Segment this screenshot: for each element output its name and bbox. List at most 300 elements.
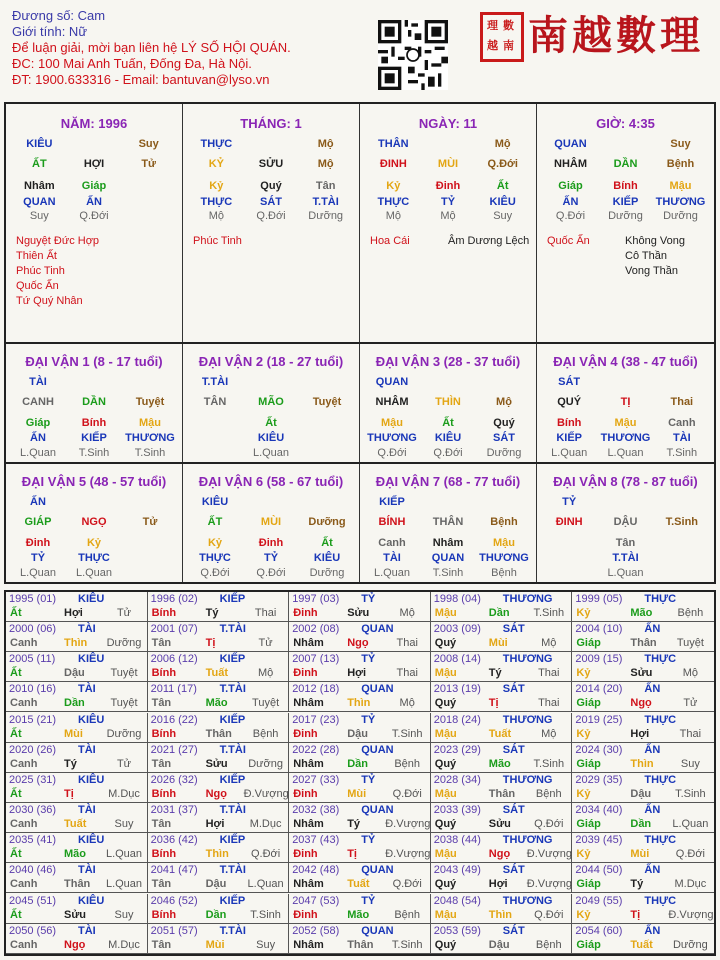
hidden-stage-row: [10, 567, 178, 579]
hidden-stage: L.Quan: [252, 447, 290, 459]
year-cell[interactable]: [6, 803, 148, 833]
year-cell[interactable]: [289, 592, 431, 622]
earthly-branch: MÙI: [437, 158, 459, 170]
year-cell[interactable]: [431, 833, 573, 863]
year-cell[interactable]: [431, 863, 573, 893]
hidden-god: KIÊU: [257, 432, 285, 444]
hidden-stem: Đinh: [435, 180, 461, 192]
year-cell[interactable]: [572, 622, 714, 652]
year-label: 2018 (24): [433, 713, 481, 726]
pillar-title: THÁNG: 1: [240, 116, 302, 131]
dai-van-title: ĐẠI VẬN 7 (68 - 77 tuổi): [375, 474, 521, 489]
pillar-cell: [360, 104, 537, 342]
branch-stage: T.Sinh: [665, 516, 699, 528]
pillar-god: QUAN: [554, 138, 587, 150]
year-cell[interactable]: [289, 924, 431, 954]
year-cell[interactable]: [148, 773, 290, 803]
year-label: 2050 (56): [9, 924, 57, 937]
year-god: KIẾP: [219, 593, 246, 605]
year-branch: Tị: [347, 848, 357, 861]
year-cell[interactable]: [289, 713, 431, 743]
hidden-stems-row: [366, 180, 530, 192]
year-god: THƯƠNG: [502, 773, 553, 786]
star-item: Cô Thần: [625, 250, 667, 262]
dai-van-god: KIÊU: [201, 496, 229, 508]
earthly-branch: THÌN: [435, 396, 461, 408]
year-cell[interactable]: [6, 833, 148, 863]
year-branch: Hợi: [205, 818, 225, 831]
year-stage: Suy: [256, 938, 276, 951]
year-cell[interactable]: [289, 743, 431, 773]
year-god: TỶ: [361, 713, 376, 726]
hidden-stems-row: [541, 417, 710, 429]
year-cell[interactable]: [572, 592, 714, 622]
hidden-gods-row: [189, 196, 353, 208]
year-cell[interactable]: [6, 622, 148, 652]
year-branch: Ngọ: [347, 637, 369, 650]
year-stem: Tân: [151, 938, 172, 951]
year-label: 1998 (04): [433, 593, 481, 605]
year-stem: Đinh: [293, 848, 318, 861]
dai-van-stem-branch: [187, 516, 355, 528]
year-cell[interactable]: [6, 652, 148, 682]
hidden-stem: Giáp: [25, 417, 51, 429]
spacer: [420, 496, 476, 508]
hidden-stage: Q.Đới: [377, 447, 407, 459]
year-branch: Mão: [64, 848, 86, 861]
year-cell[interactable]: [431, 924, 573, 954]
year-cell[interactable]: [6, 894, 148, 924]
year-cell[interactable]: [431, 803, 573, 833]
dai-van-stem-branch: [10, 396, 178, 408]
year-cell[interactable]: [6, 682, 148, 712]
year-stem: Ất: [10, 787, 22, 800]
year-cell[interactable]: [289, 803, 431, 833]
hidden-stage-row: [10, 447, 178, 459]
branch-stage: Bệnh: [666, 158, 695, 170]
year-branch: Mùi: [488, 637, 508, 650]
hidden-stage: Q.Đới: [433, 447, 463, 459]
year-god: TỶ: [361, 653, 376, 666]
year-god: TỶ: [361, 834, 376, 847]
year-stem: Quý: [434, 757, 457, 770]
hidden-god: THƯƠNG: [600, 432, 651, 444]
year-god: TỶ: [361, 894, 376, 907]
special-stars-left: [193, 234, 242, 249]
year-cell[interactable]: [431, 773, 573, 803]
year-cell[interactable]: [431, 894, 573, 924]
pillar-god: THÂN: [378, 138, 409, 150]
hidden-stem: [122, 537, 178, 549]
dai-van-stem-branch: [364, 516, 532, 528]
year-stem: Ất: [10, 848, 22, 861]
year-god: T.TÀI: [219, 743, 246, 756]
star-item: Không Vong: [625, 235, 685, 247]
year-branch: Mùi: [347, 787, 367, 800]
year-label: 2004 (10): [575, 623, 623, 636]
year-cell[interactable]: [572, 833, 714, 863]
year-cell[interactable]: [431, 743, 573, 773]
year-label: 2046 (52): [150, 894, 198, 907]
year-god: THỰC: [644, 834, 677, 847]
year-god: THƯƠNG: [502, 894, 553, 907]
hidden-god: T.TÀI: [612, 552, 639, 564]
year-stem: Quý: [434, 697, 457, 710]
hidden-stage: [121, 210, 176, 222]
hidden-god: [187, 432, 243, 444]
dai-van-cell[interactable]: [537, 464, 714, 582]
spacer: [122, 496, 178, 508]
year-stage: Mộ: [541, 727, 557, 740]
annual-luck-grid: [4, 590, 716, 956]
year-stage: M.Dục: [108, 787, 140, 800]
year-stem: Canh: [10, 938, 38, 951]
year-cell[interactable]: [148, 652, 290, 682]
year-cell[interactable]: [289, 894, 431, 924]
year-stage: Q.Đới: [250, 848, 281, 861]
year-cell[interactable]: [572, 924, 714, 954]
year-god: QUAN: [361, 864, 394, 877]
year-stage: Tử: [683, 697, 698, 710]
year-god: THỰC: [644, 653, 677, 666]
year-label: 2033 (39): [433, 804, 481, 817]
year-cell[interactable]: [431, 592, 573, 622]
pillar-stem-branch-row: [189, 158, 353, 170]
year-stage: Đ.Vượng: [526, 848, 572, 861]
year-branch: Tị: [205, 637, 216, 650]
year-stage: Q.Đới: [392, 787, 422, 800]
year-stage: T.Sinh: [250, 908, 281, 921]
hidden-god: [654, 552, 710, 564]
year-label: 2017 (23): [292, 713, 340, 726]
hidden-god: TÀI: [672, 432, 691, 444]
year-god: SÁT: [502, 924, 525, 937]
phone-email[interactable]: ĐT: 1900.633316 - Email: bantuvan@lyso.vn: [12, 72, 270, 87]
hidden-stems-row: [12, 180, 176, 192]
year-stem: Mậu: [434, 848, 457, 861]
branch-stage: Mộ: [317, 158, 334, 170]
hidden-god: TÀI: [383, 552, 401, 564]
hidden-stage: T.Sinh: [666, 447, 698, 459]
hidden-stem: Ất: [265, 417, 277, 429]
year-god: SÁT: [502, 623, 525, 636]
year-branch: Hợi: [64, 607, 83, 619]
year-label: 2022 (28): [292, 743, 340, 756]
year-label: 1999 (05): [575, 593, 623, 605]
year-label: 2051 (57): [150, 924, 198, 937]
year-branch: Dậu: [347, 727, 368, 740]
year-label: 2002 (08): [292, 623, 340, 636]
year-stem: Giáp: [576, 757, 601, 770]
year-cell[interactable]: [148, 592, 290, 622]
year-stage: Tuyệt: [110, 667, 138, 680]
hidden-stage: Q.Đới: [200, 567, 230, 579]
year-cell[interactable]: [572, 894, 714, 924]
hidden-stem: Canh: [378, 537, 406, 549]
year-label: 2031 (37): [150, 804, 198, 817]
year-cell[interactable]: [289, 682, 431, 712]
dai-van-title: ĐẠI VẬN 5 (48 - 57 tuổi): [21, 474, 167, 489]
year-stem: Ất: [10, 908, 22, 921]
year-stage: Đ.Vượng: [243, 787, 289, 800]
year-branch: Hợi: [630, 727, 650, 740]
year-god: QUAN: [361, 743, 394, 756]
year-cell[interactable]: [431, 713, 573, 743]
year-cell[interactable]: [148, 863, 290, 893]
dai-van-stem-branch: [541, 516, 710, 528]
hidden-stage-row: [187, 567, 355, 579]
year-god: THƯƠNG: [502, 593, 553, 605]
year-label: 2005 (11): [9, 653, 56, 666]
year-god: TỶ: [361, 773, 376, 786]
dai-van-god-row: [187, 376, 355, 388]
year-stage: Bệnh: [677, 607, 704, 619]
year-stem: Nhâm: [293, 878, 324, 891]
year-branch: Tý: [64, 757, 77, 770]
year-god: QUAN: [361, 924, 394, 937]
year-cell[interactable]: [6, 743, 148, 773]
hidden-gods-row: [366, 196, 530, 208]
year-cell[interactable]: [431, 682, 573, 712]
hidden-god: THỰC: [200, 196, 233, 208]
year-cell[interactable]: [148, 894, 290, 924]
red-seal-stamp: 理 數 越 南: [480, 12, 524, 62]
year-cell[interactable]: [289, 833, 431, 863]
year-cell[interactable]: [431, 622, 573, 652]
branch-stage: Tuyệt: [135, 396, 165, 408]
hidden-stem: [121, 180, 176, 192]
dai-van-god-row: [364, 496, 532, 508]
dai-van-cell[interactable]: [360, 464, 537, 582]
year-label: 2040 (46): [9, 864, 57, 877]
dai-van-god: T.TÀI: [201, 376, 229, 388]
year-cell[interactable]: [572, 803, 714, 833]
year-branch: Dậu: [630, 787, 652, 800]
year-cell[interactable]: [289, 773, 431, 803]
spacer: [243, 376, 299, 388]
hidden-stage-row: [364, 567, 532, 579]
special-stars-left: [370, 234, 410, 249]
year-label: 2007 (13): [292, 653, 340, 666]
year-cell[interactable]: [148, 743, 290, 773]
year-branch: Hợi: [488, 878, 508, 891]
year-cell[interactable]: [6, 773, 148, 803]
year-cell[interactable]: [148, 713, 290, 743]
hidden-god: SÁT: [493, 432, 515, 444]
year-stage: Thai: [396, 637, 418, 650]
year-cell[interactable]: [6, 863, 148, 893]
hidden-stems-row: [364, 537, 532, 549]
dai-van-title: ĐẠI VẬN 8 (78 - 87 tuổi): [553, 474, 698, 489]
year-label: 2006 (12): [150, 653, 198, 666]
branch-stage: Tử: [142, 516, 158, 528]
year-label: 2038 (44): [433, 834, 481, 847]
year-cell[interactable]: [289, 652, 431, 682]
hidden-stems-row: [10, 417, 178, 429]
year-branch: Dậu: [205, 878, 227, 891]
hidden-god: THƯƠNG: [479, 552, 529, 564]
branch-stage: Tuyệt: [312, 396, 342, 408]
hidden-stem: Đinh: [25, 537, 51, 549]
dai-van-cell[interactable]: [183, 344, 360, 462]
year-label: 2024 (30): [575, 743, 623, 756]
spacer: [476, 496, 532, 508]
year-label: 2029 (35): [575, 773, 623, 786]
dai-van-cell[interactable]: [6, 344, 183, 462]
hidden-stage: [187, 447, 243, 459]
year-cell[interactable]: [431, 652, 573, 682]
heavenly-stem: GIÁP: [24, 516, 52, 528]
year-cell[interactable]: [6, 713, 148, 743]
pillar-stage: Mộ: [317, 138, 334, 150]
year-stem: Bính: [151, 908, 177, 921]
heavenly-stem: BÍNH: [378, 516, 406, 528]
year-stem: Giáp: [576, 637, 601, 650]
hidden-stage-row: [364, 447, 532, 459]
year-label: 2023 (29): [433, 743, 481, 756]
year-stage: M.Dục: [249, 818, 282, 831]
year-stem: Đinh: [293, 727, 318, 740]
dai-van-cell[interactable]: [6, 464, 183, 582]
year-stem: Tân: [151, 878, 172, 891]
year-branch: Tuất: [64, 818, 87, 831]
year-god: TỶ: [361, 593, 376, 605]
year-cell[interactable]: [148, 833, 290, 863]
hidden-stage-row: [187, 447, 355, 459]
hidden-stem: Ất: [496, 180, 509, 192]
dai-van-god-row: [541, 376, 710, 388]
spacer: [243, 496, 299, 508]
hidden-god: TỶ: [440, 196, 456, 208]
year-stem: Nhâm: [293, 757, 324, 770]
hidden-stage-row: [543, 210, 708, 222]
year-label: 2045 (51): [9, 894, 57, 907]
year-god: THỰC: [644, 773, 677, 786]
pillar-title: NGÀY: 11: [418, 116, 478, 131]
year-stem: Kỷ: [576, 607, 591, 619]
pillar-god-row: [12, 138, 176, 150]
hidden-god: [121, 196, 176, 208]
year-cell[interactable]: [148, 803, 290, 833]
year-cell[interactable]: [572, 773, 714, 803]
hidden-stage: Suy: [29, 210, 49, 222]
hidden-stage: Q.Đới: [256, 210, 286, 222]
year-branch: Sửu: [347, 607, 370, 619]
year-stem: Kỷ: [576, 908, 591, 921]
year-cell[interactable]: [572, 863, 714, 893]
year-stage: Tuyệt: [252, 697, 280, 710]
year-branch: Ngọ: [630, 697, 652, 710]
year-stage: Suy: [114, 908, 134, 921]
hidden-stem: Tân: [615, 537, 636, 549]
year-stage: Dưỡng: [106, 637, 142, 650]
year-branch: Mão: [630, 607, 653, 619]
hidden-stem: Mậu: [381, 417, 403, 429]
hidden-stem: Bính: [81, 417, 107, 429]
hidden-god: THƯƠNG: [367, 432, 417, 444]
year-god: SÁT: [502, 864, 525, 877]
year-god: SÁT: [502, 683, 525, 696]
year-stage: Q.Đới: [675, 848, 705, 861]
dai-van-title: ĐẠI VẬN 2 (18 - 27 tuổi): [198, 354, 344, 369]
year-branch: Dần: [488, 607, 510, 619]
dai-van-god: ẤN: [30, 496, 46, 508]
year-stage: Tuyệt: [676, 637, 704, 650]
year-cell[interactable]: [289, 622, 431, 652]
earthly-branch: MÃO: [258, 396, 284, 408]
year-cell[interactable]: [572, 743, 714, 773]
pillar-cell: [6, 104, 183, 342]
year-god: TÀI: [78, 804, 96, 817]
dai-van-god-row: [10, 496, 178, 508]
year-label: 2016 (22): [150, 713, 198, 726]
year-branch: Mão: [347, 908, 370, 921]
year-stem: Canh: [10, 818, 38, 831]
year-stem: Canh: [10, 878, 38, 891]
heavenly-stem: NHÂM: [375, 396, 409, 408]
year-cell[interactable]: [148, 924, 290, 954]
year-god: KIẾP: [219, 894, 246, 907]
hidden-stem: Mậu: [669, 180, 692, 192]
year-branch: Dần: [64, 697, 85, 710]
branch-stage: Bệnh: [490, 516, 518, 528]
hidden-god: THƯƠNG: [125, 432, 175, 444]
year-cell[interactable]: [6, 592, 148, 622]
year-label: 2052 (58): [292, 924, 340, 937]
year-label: 2053 (59): [433, 924, 481, 937]
hidden-stage: Dưỡng: [608, 210, 643, 222]
year-cell[interactable]: [148, 682, 290, 712]
year-stage: Tử: [258, 637, 273, 650]
pillar-stage: Suy: [138, 138, 159, 150]
year-stage: Đ.Vượng: [668, 908, 714, 921]
year-stage: Đ.Vượng: [385, 848, 431, 861]
year-cell[interactable]: [572, 713, 714, 743]
year-cell[interactable]: [148, 622, 290, 652]
hidden-stage: T.Sinh: [78, 447, 110, 459]
year-stage: Mộ: [682, 667, 699, 680]
year-god: KIẾP: [219, 653, 246, 666]
year-stem: Canh: [10, 637, 38, 650]
pillar-stage: Suy: [670, 138, 691, 150]
dai-van-stem-branch: [541, 396, 710, 408]
year-god: ẤN: [644, 683, 661, 696]
year-stage: Bệnh: [535, 787, 562, 800]
hidden-stem: Giáp: [558, 180, 583, 192]
year-god: TÀI: [78, 864, 96, 877]
spacer: [67, 138, 122, 150]
year-label: 2032 (38): [292, 804, 340, 817]
star-item: Phúc Tinh: [16, 265, 65, 277]
year-branch: Tuất: [630, 938, 653, 951]
year-cell[interactable]: [289, 863, 431, 893]
hidden-stem: Mậu: [139, 417, 161, 429]
year-cell[interactable]: [572, 682, 714, 712]
year-cell[interactable]: [6, 924, 148, 954]
year-cell[interactable]: [572, 652, 714, 682]
dai-van-cell[interactable]: [183, 464, 360, 582]
year-label: 2012 (18): [292, 683, 340, 696]
dai-van-cell[interactable]: [537, 344, 714, 462]
year-stem: Tân: [151, 757, 172, 770]
dai-van-cell[interactable]: [360, 344, 537, 462]
hidden-god: ẤN: [86, 196, 102, 208]
pillar-cell: [183, 104, 360, 342]
year-label: 2034 (40): [575, 804, 623, 817]
year-branch: Dậu: [64, 667, 85, 680]
branch-stage: Q.Đới: [487, 158, 518, 170]
spacer: [654, 496, 710, 508]
